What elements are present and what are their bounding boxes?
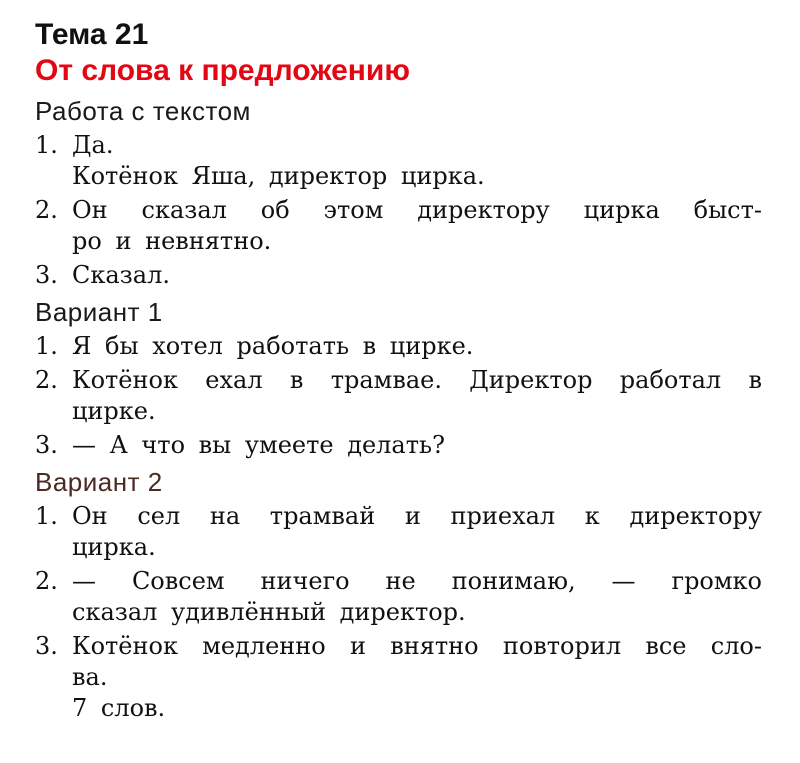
item-number: 3. [35, 431, 58, 459]
answer-line: Да. [72, 131, 114, 159]
item-number: 1. [35, 332, 58, 360]
item-number: 2. [35, 196, 58, 224]
answer-line: Он сел на трамвай и приехал к директору [72, 502, 762, 530]
topic-subtitle: От слова к предложению [35, 54, 410, 87]
answer-line: Котёнок ехал в трамвае. Директор работал в [72, 366, 762, 394]
answer-item [35, 130, 762, 192]
answer-item [35, 501, 762, 563]
answer-item [35, 430, 762, 461]
answer-list-text-work [35, 130, 800, 291]
answer-line: 7 слов. [72, 694, 166, 722]
answer-line: цирка. [72, 533, 156, 561]
answer-line: ва. [72, 663, 108, 691]
answer-item [35, 566, 762, 628]
answer-item [35, 260, 762, 291]
item-number: 3. [35, 632, 58, 660]
answer-line: Я бы хотел работать в цирке. [72, 332, 474, 360]
section-heading-variant-2: Вариант 2 [35, 467, 163, 497]
item-number: 1. [35, 131, 58, 159]
section-heading-variant-1: Вариант 1 [35, 297, 163, 327]
answer-list-variant-2 [35, 501, 800, 724]
item-number: 1. [35, 502, 58, 530]
answer-item [35, 631, 762, 724]
item-number: 3. [35, 261, 58, 289]
answer-item [35, 195, 762, 257]
answer-line: Сказал. [72, 261, 170, 289]
answer-line: Котёнок медленно и внятно повторил все сло- [72, 632, 762, 660]
answer-list-variant-1 [35, 331, 800, 461]
answer-line: ро и невнятно. [72, 227, 272, 255]
answer-line: — А что вы умеете делать? [72, 431, 445, 459]
answer-line: цирке. [72, 397, 156, 425]
answer-item [35, 331, 762, 362]
answer-line: — Совсем ничего не понимаю, — громко [72, 567, 762, 595]
answer-line: сказал удивлённый директор. [72, 598, 466, 626]
item-number: 2. [35, 366, 58, 394]
answer-line: Он сказал об этом директору цирка быст- [72, 196, 762, 224]
topic-title: Тема 21 [35, 18, 149, 51]
section-heading-text-work: Работа с текстом [35, 96, 251, 126]
answer-line: Котёнок Яша, директор цирка. [72, 162, 485, 190]
answer-item [35, 365, 762, 427]
item-number: 2. [35, 567, 58, 595]
